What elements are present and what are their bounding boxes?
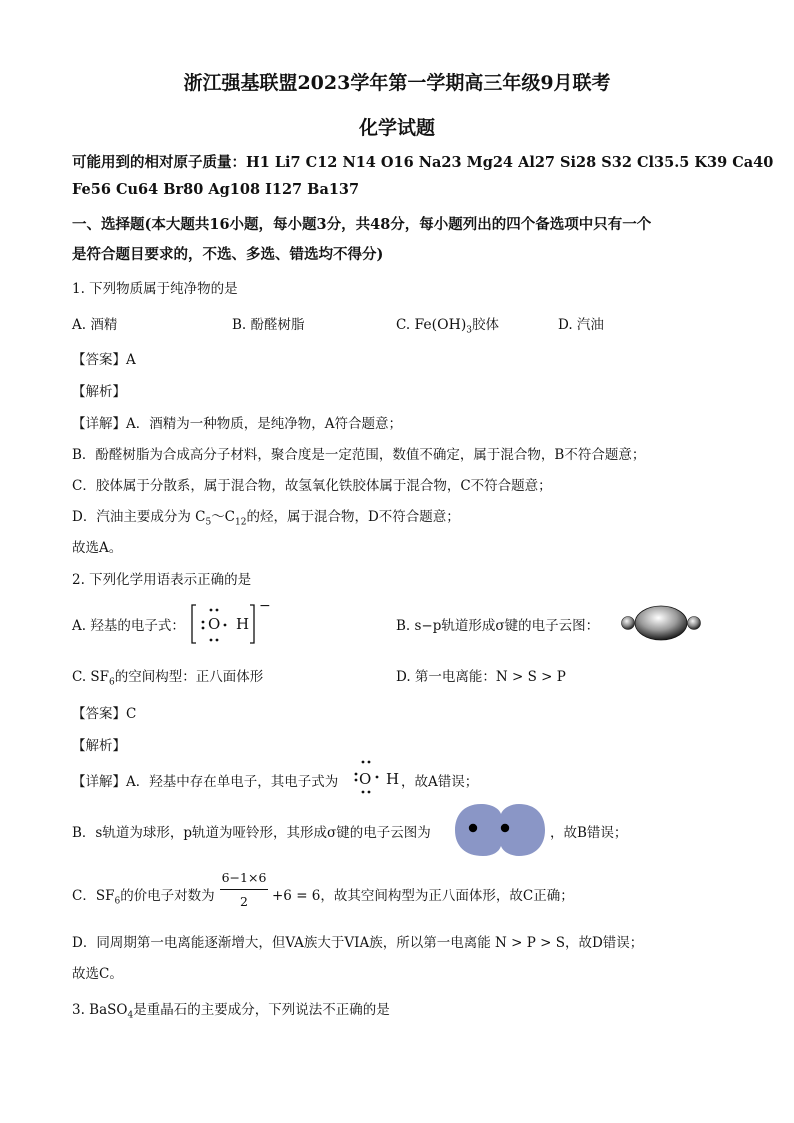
q1-option-c-sub: 3 xyxy=(466,325,473,336)
atomic-masses-line1: 可能用到的相对原子质量：H1 Li7 C12 N14 O16 Na23 Mg24 Al27 Si28 S32 Cl35.5 K39 Ca40 xyxy=(72,154,774,171)
q2-option-c-sub: 6 xyxy=(109,677,115,688)
q3-stem-sub: 4 xyxy=(127,1010,134,1021)
q1-detail-1: 【详解】A．酒精为一种物质，是纯净物，A符合题意； xyxy=(72,416,402,432)
q1-answer: 【答案】A xyxy=(72,352,136,368)
q2-option-c-post: 的空间构型：正八面体形 xyxy=(114,669,264,685)
q1-analysis-label: 【解析】 xyxy=(72,384,126,400)
q1-option-d: D. 汽油 xyxy=(558,317,604,333)
q2-option-c xyxy=(72,665,263,688)
q2-option-a-o: O xyxy=(208,615,221,633)
q3-stem-pre: 3. BaSO xyxy=(72,1002,128,1018)
q1-detail-4-sub1: 5 xyxy=(205,517,212,528)
q1-detail-4-pre: D．汽油主要成分为 C xyxy=(72,509,206,525)
q2-detail-2-pre: B．s轨道为球形，p轨道为哑铃形，其形成σ键的电子云图为 xyxy=(72,825,431,841)
q2-analysis-label: 【解析】 xyxy=(72,738,126,754)
atomic-masses-line2: Fe56 Cu64 Br80 Ag108 I127 Ba137 xyxy=(72,181,360,198)
q3-stem xyxy=(72,998,390,1021)
page-title: 浙江强基联盟2023学年第一学期高三年级9月联考 xyxy=(183,72,611,94)
q2-detail-1-post: ，故A错误； xyxy=(401,774,479,790)
q2-detail-1-h: H xyxy=(386,770,400,788)
q2-detail-1-o: O xyxy=(359,770,372,788)
q2-detail-3 xyxy=(72,884,215,907)
q1-detail-2: B．酚醛树脂为合成高分子材料，聚合度是一定范围，数值不确定，属于混合物，B不符合题意； xyxy=(72,447,646,463)
q2-answer: 【答案】C xyxy=(72,706,137,722)
q2-detail-4: D．同周期第一电离能逐渐增大，但VA族大于VIA族，所以第一电离能 N > P > S，故D错误； xyxy=(72,935,644,951)
q2-detail-1-pre: 【详解】A．羟基中存在单电子，其电子式为 xyxy=(72,774,339,790)
q2-option-a-charge: − xyxy=(259,598,271,614)
q1-option-a: A. 酒精 xyxy=(72,317,118,333)
q1-option-c xyxy=(396,313,499,336)
q1-detail-4-mid: ～C xyxy=(211,509,236,525)
q1-detail-3: C．胶体属于分散系，属于混合物，故氢氧化铁胶体属于混合物，C不符合题意； xyxy=(72,478,552,494)
q2-option-b-text: B. s−p轨道形成σ键的电子云图： xyxy=(396,618,600,634)
q2-detail-3-sub: 6 xyxy=(114,896,121,907)
q2-detail-2-post: ，故B错误； xyxy=(550,825,628,841)
q2-detail-3-fraction-bar xyxy=(220,889,268,890)
section-heading-line1: 一、选择题(本大题共16小题，每小题3分，共48分，每小题列出的四个备选项中只有一个 xyxy=(72,216,652,233)
q2-detail-3-mid: 的价电子对数为 xyxy=(120,888,215,904)
q2-detail-3-denominator: 2 xyxy=(240,894,248,909)
q1-detail-4-sub2: 12 xyxy=(235,517,247,528)
q2-detail-3-pre: C．SF xyxy=(72,888,115,904)
q1-detail-4 xyxy=(72,505,460,528)
q2-option-a-h: H xyxy=(236,615,250,633)
q1-conclusion: 故选A。 xyxy=(72,540,123,556)
q2-option-c-pre: C. SF xyxy=(72,669,110,685)
q2-stem: 2. 下列化学用语表示正确的是 xyxy=(72,572,252,588)
q2-conclusion: 故选C。 xyxy=(72,966,123,982)
q1-stem: 1. 下列物质属于纯净物的是 xyxy=(72,281,238,297)
page-subtitle: 化学试题 xyxy=(358,117,435,139)
q2-detail-2-cloud-icon xyxy=(453,800,547,860)
q2-option-b-cloud-icon xyxy=(618,603,704,643)
q1-option-c-suffix: 胶体 xyxy=(472,317,500,333)
q2-option-d: D. 第一电离能：N > S > P xyxy=(396,669,566,685)
section-heading-line2: 是符合题目要求的，不选、多选、错选均不得分) xyxy=(72,246,384,263)
q1-option-b: B. 酚醛树脂 xyxy=(232,317,305,333)
q3-stem-post: 是重晶石的主要成分，下列说法不正确的是 xyxy=(133,1002,390,1018)
q2-detail-3-post: +6 = 6，故其空间构型为正八面体形，故C正确； xyxy=(272,888,574,904)
q2-detail-3-numerator: 6−1×6 xyxy=(221,870,267,885)
q1-option-c-label: C. xyxy=(396,317,411,333)
q1-option-c-formula: Fe(OH) xyxy=(414,317,467,333)
q1-detail-4-post: 的烃，属于混合物，D不符合题意； xyxy=(246,509,460,525)
q2-option-a-text: A. 羟基的电子式： xyxy=(72,618,185,634)
